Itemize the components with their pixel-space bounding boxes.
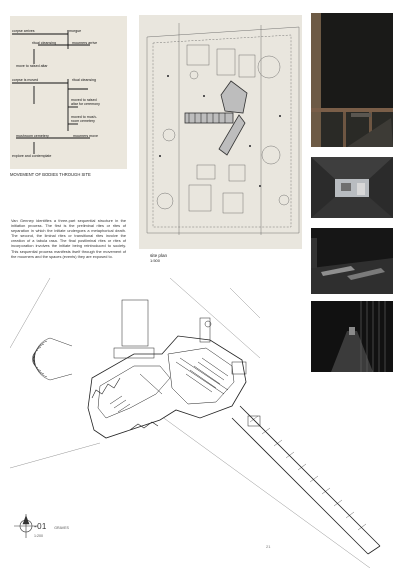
- flow-label-move-to-raised-altar: move to raised altar: [16, 64, 48, 68]
- site-plan-scale: 1:500: [150, 258, 161, 263]
- floor-plan-title: -01: [34, 522, 47, 531]
- flow-lines: [10, 16, 127, 169]
- flow-label-corpse-is-moved: corpse is moved: [12, 78, 39, 82]
- flow-label-morgue: morgue: [69, 29, 82, 33]
- flow-label-mourners-arrive: mourners arrive: [72, 41, 98, 45]
- flow-diagram-panel: [10, 16, 127, 169]
- render-corridor-svg: [311, 157, 393, 218]
- flow-label-explore: explore and contemplate: [12, 154, 52, 158]
- render-staircase-svg: [311, 13, 393, 147]
- floor-plan-subtitle: GRAVES: [54, 526, 69, 530]
- floor-plan-label: [34, 516, 69, 538]
- site-plan-label: [150, 253, 167, 263]
- render-corridor-image: [311, 157, 393, 218]
- flow-label-corpse-arrives: corpse arrives: [12, 29, 35, 33]
- page-number: 21: [266, 544, 271, 549]
- site-plan-lines: [139, 15, 302, 249]
- render-staircase-image: [311, 13, 393, 147]
- flow-label-moved-to-mushroom: moved to mush-room cemetery: [71, 115, 97, 123]
- flow-label-mourners-move: mourners move: [73, 134, 98, 138]
- flow-diagram-caption: MOVEMENT OF BODIES THROUGH SITE: [10, 172, 91, 177]
- flow-label-moved-to-raised-altar: moved to raised altar for ceremony: [71, 98, 100, 106]
- description-paragraph: Van Gennep identifies a three-part sequential structure in the initiation process. The first is the preliminal rites or rites of separation in which the initiate undergoes a metaphorical death. The second, the liminal rites or transitional rites involve the creation of a tabula rasa. The final postliminal rites or rites of incorporation involves the initiate being reintroduced to society. This sequential process manifests itself through the movement of the mourners and the spaces (events) they are exposed to.: [11, 218, 126, 259]
- floor-plan-scale: 1:200: [34, 534, 43, 538]
- flow-label-ritual-cleansing-2: ritual cleansing: [72, 78, 96, 82]
- site-plan-title: site plan: [150, 253, 168, 258]
- site-plan-drawing: [139, 15, 302, 249]
- flow-label-ritual-cleansing-1: ritual cleansing: [32, 41, 56, 45]
- flow-label-mushroom-cemetery: mushroom cemetery: [16, 134, 49, 138]
